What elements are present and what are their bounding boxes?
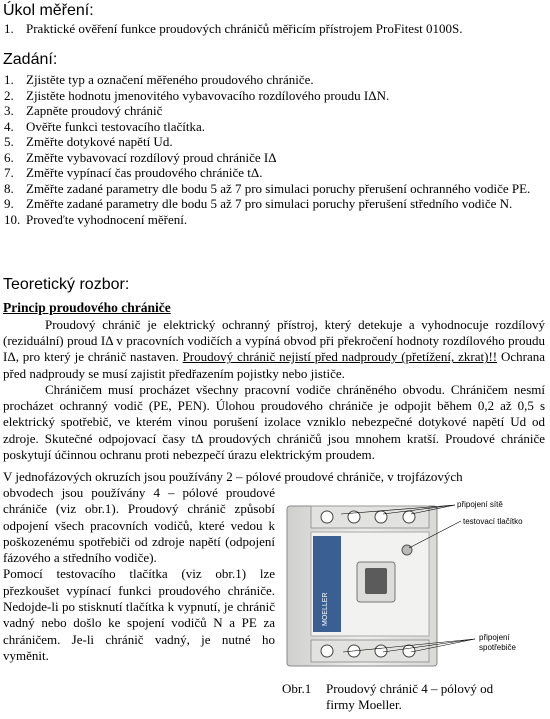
- list-item-number: 1.: [4, 21, 14, 36]
- list-item-text: Zjistěte hodnotu jmenovitého vybavovacího rozdílového proudu IΔN.: [26, 87, 390, 103]
- list-item-text: Změřte zadané parametry dle bodu 5 až 7 pro simulaci poruchy přerušení ochranného vodiče PE.: [26, 180, 531, 196]
- rcd-device-illustration: [283, 492, 545, 672]
- list-item-text: Změřte dotykové napětí Ud.: [26, 134, 173, 149]
- list-item: [4, 181, 544, 197]
- list-item: [4, 134, 544, 150]
- list-item-text: Změřte zadané parametry dle bodu 5 až 7 pro simulaci poruchy přerušení středního vodiče N.: [26, 196, 513, 211]
- paragraph-1-text-c: Ochrana před nadproudy se musí zajistit předřazením pojistky nebo jističe.: [3, 349, 546, 381]
- list-item-number: 1.: [4, 72, 14, 87]
- terminal-screw-icon: [403, 511, 415, 523]
- label-network: připojení sítě: [457, 500, 503, 509]
- list-item-number: 7.: [4, 165, 14, 180]
- paragraph-1: [3, 317, 545, 382]
- list-item-number: 10.: [4, 211, 21, 227]
- terminal-screw-icon: [321, 645, 333, 657]
- list-item: [4, 119, 544, 135]
- label-test-button: testovací tlačítko: [463, 517, 523, 526]
- list-item-text: Zjistěte typ a označení měřeného proudového chrániče.: [26, 72, 314, 87]
- terminal-screw-icon: [375, 645, 387, 657]
- heading-task: Úkol měření:: [3, 2, 94, 19]
- list-item: [4, 72, 544, 88]
- terminal-screw-icon: [321, 511, 333, 523]
- list-item: [4, 212, 544, 228]
- test-button-icon: [402, 545, 412, 555]
- terminal-screw-icon: [375, 511, 387, 523]
- terminal-screw-icon: [403, 645, 415, 657]
- list-item: [4, 165, 544, 181]
- list-item-text: Zapněte proudový chránič: [26, 103, 163, 118]
- label-load-2: spotřebiče: [479, 643, 516, 652]
- paragraph-3-first-line: V jednofázových okruzích jsou používány 2 – pólové proudové chrániče, v trojfázových: [3, 469, 463, 484]
- brand-label: MOELLER: [322, 592, 329, 626]
- figure-caption: [282, 681, 548, 713]
- list-item-number: 5.: [4, 134, 14, 149]
- list-item-text: Proveďte vyhodnocení měření.: [26, 211, 188, 227]
- task-list: [4, 21, 544, 37]
- list-item: [4, 103, 544, 119]
- list-item-number: 4.: [4, 118, 14, 134]
- list-item-number: 3.: [4, 103, 14, 118]
- caption-label: Obr.1: [282, 681, 312, 696]
- label-load-1: připojení: [479, 633, 510, 642]
- left-column-p1: obvodech jsou používány 4 – pólové proudové chrániče (viz obr.1). Proudový chránič způsobí odpojení všech pracovních vodičů, které vedou k poškozenému spotřebiči od zdroje napětí (odpojení fázového a středního vodiče).: [3, 485, 275, 566]
- toggle-lever-icon: [365, 568, 387, 594]
- list-item-number: 9.: [4, 196, 14, 211]
- left-column-text: [3, 485, 275, 664]
- list-item: [4, 21, 544, 37]
- list-item: [4, 150, 544, 166]
- list-item-text: Praktické ověření funkce proudových chráničů měřicím přístrojem ProFitest 0100S.: [26, 21, 463, 36]
- heading-theory: Teoretický rozbor:: [3, 276, 130, 293]
- paragraph-1-text-a: Proudový chránič je elektrický ochranný přístroj, který detekuje a vyhodnocuje rozdílový (reziduální) proud IΔ v pracovních vodičích a vypíná obvod při překročení hodnoty rozdílového proudu IΔ, pro který je chránič nastaven.: [3, 317, 545, 365]
- list-item: [4, 88, 544, 104]
- caption-line-2: firmy Moeller.: [326, 697, 402, 712]
- assignment-list: [4, 72, 544, 227]
- list-item: [4, 196, 544, 212]
- list-item-text: Změřte vybavovací rozdílový proud chrániče IΔ: [26, 149, 277, 165]
- list-item-number: 6.: [4, 149, 14, 165]
- list-item-number: 8.: [4, 180, 14, 196]
- heading-assignment: Zadání:: [3, 51, 58, 68]
- rcd-figure: [283, 492, 545, 672]
- caption-line-1: Proudový chránič 4 – pólový od: [326, 681, 494, 696]
- paragraph-2: Chráničem musí procházet všechny pracovní vodiče chráněného obvodu. Chráničem nesmí procházet ochranný vodič (PE, PEN). Úlohou proudového chrániče je odpojit během 0,2 až 0,5 s elektrický spotřebič, ve kterém vinou porušení izolace vzniklo nebezpečné dotykové napětí Ud od zdroje. Skutečné odpojovací časy tΔ proudových chráničů jsou mnohem kratší. Proudové chrániče poskytují účinnou ochranu proti nebezpečí úrazu elektrickým proudem.: [3, 382, 545, 462]
- subheading-principle: Princip proudového chrániče: [3, 300, 171, 315]
- list-item-text: Ověřte funkci testovacího tlačítka.: [26, 118, 206, 134]
- paragraph-1-warning: Proudový chránič nejistí před nadproudy (přetížení, zkrat)!!: [182, 349, 498, 365]
- left-column-p2: Pomocí testovacího tlačítka (viz obr.1) lze přezkoušet vypínací funkci proudového chrániče. Nedojde-li po stisknutí tlačítka k vypnutí, je chránič vadný nebo došlo ke spojení vodičů N a PE za chráničem. Je-li chránič vadný, je nutné ho vyměnit.: [3, 566, 275, 663]
- list-item-number: 2.: [4, 87, 14, 103]
- list-item-text: Změřte vypínací čas proudového chrániče tΔ.: [26, 165, 263, 180]
